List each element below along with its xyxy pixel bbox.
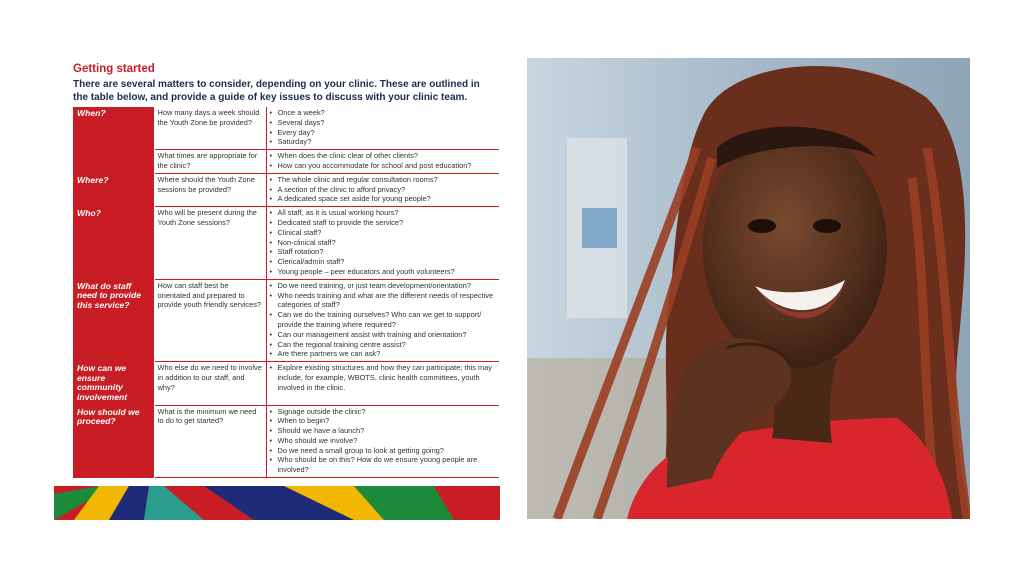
decorative-color-band xyxy=(54,486,500,520)
options-list xyxy=(270,407,497,476)
options-cell xyxy=(266,173,499,206)
option-item: • Do we need a small group to look at getting going? xyxy=(270,446,497,456)
detail-cell: Who will be present during the Youth Zone sessions? xyxy=(154,207,266,280)
options-list xyxy=(270,175,497,204)
question-cell: How should we proceed? xyxy=(73,405,154,478)
option-item: • Several days? xyxy=(270,118,497,128)
detail-cell: How many days a week should the Youth Zone be provided? xyxy=(154,107,266,150)
smiling-woman-photo xyxy=(527,58,970,519)
option-item: • Explore existing structures and how they can participate; this may include, for example, WBOTS, clinic health committees, youth involved in the clinic. xyxy=(270,363,497,392)
options-cell xyxy=(266,207,499,280)
options-list xyxy=(270,363,497,392)
option-item: • Can our management assist with training and orientation? xyxy=(270,330,497,340)
option-item: • Clerical/admin staff? xyxy=(270,257,497,267)
table-row xyxy=(73,362,499,405)
option-item: • Can we do the training ourselves? Who can we get to support/ provide the training where required? xyxy=(270,310,497,330)
options-list xyxy=(270,208,497,277)
options-cell xyxy=(266,279,499,361)
option-item: • Do we need training, or just team development/orientation? xyxy=(270,281,497,291)
options-list xyxy=(270,108,497,147)
option-item: • Should we have a launch? xyxy=(270,426,497,436)
option-item: • Dedicated staff to provide the service? xyxy=(270,218,497,228)
options-cell xyxy=(266,107,499,150)
detail-cell: How can staff best be orientated and prepared to provide youth friendly services? xyxy=(154,279,266,361)
option-item: • Are there partners we can ask? xyxy=(270,349,497,359)
options-cell xyxy=(266,405,499,478)
detail-cell: What times are appropriate for the clinic? xyxy=(154,150,266,174)
question-cell: Where? xyxy=(73,173,154,206)
option-item: • Signage outside the clinic? xyxy=(270,407,497,417)
option-item: • The whole clinic and regular consultation rooms? xyxy=(270,175,497,185)
option-item: • When to begin? xyxy=(270,416,497,426)
option-item: • Saturday? xyxy=(270,137,497,147)
detail-cell: Where should the Youth Zone sessions be provided? xyxy=(154,173,266,206)
option-item: • Who needs training and what are the different needs of respective categories of staff? xyxy=(270,291,497,311)
option-item: • A dedicated space set aside for young people? xyxy=(270,194,497,204)
option-item: • A section of the clinic to afford privacy? xyxy=(270,185,497,195)
option-item: • Young people – peer educators and youth volunteers? xyxy=(270,267,497,277)
detail-cell: What is the minimum we need to do to get started? xyxy=(154,405,266,478)
question-cell: How can we ensure community involvement xyxy=(73,362,154,405)
option-item: • Once a week? xyxy=(270,108,497,118)
option-item: • How can you accommodate for school and post education? xyxy=(270,161,497,171)
table-row xyxy=(73,279,499,361)
document-page xyxy=(54,58,500,520)
option-item: • Staff rotation? xyxy=(270,247,497,257)
options-cell xyxy=(266,150,499,174)
option-item: • Who should we involve? xyxy=(270,436,497,446)
table-row xyxy=(73,173,499,206)
option-item: • Every day? xyxy=(270,128,497,138)
table-row xyxy=(73,207,499,280)
table-row xyxy=(73,405,499,478)
question-cell: Who? xyxy=(73,207,154,280)
options-list xyxy=(270,151,497,171)
option-item: • All staff, as it is usual working hours? xyxy=(270,208,497,218)
options-list xyxy=(270,281,497,359)
question-cell: When? xyxy=(73,107,154,173)
section-heading: Getting started xyxy=(73,63,155,75)
option-item: • When does the clinic clear of other clients? xyxy=(270,151,497,161)
option-item: • Can the regional training centre assist? xyxy=(270,340,497,350)
table-row xyxy=(73,107,499,150)
intro-paragraph: There are several matters to consider, depending on your clinic. These are outlined in the table below, and provide a guide of key issues to discuss with your clinic team. xyxy=(73,79,480,103)
options-cell xyxy=(266,362,499,405)
question-cell: What do staff need to provide this service? xyxy=(73,279,154,361)
option-item: • Who should be on this? How do we ensure young people are involved? xyxy=(270,455,497,475)
option-item: • Non-clinical staff? xyxy=(270,238,497,248)
detail-cell: Who else do we need to involve in addition to our staff, and why? xyxy=(154,362,266,405)
option-item: • Clinical staff? xyxy=(270,228,497,238)
guide-table xyxy=(73,107,499,478)
